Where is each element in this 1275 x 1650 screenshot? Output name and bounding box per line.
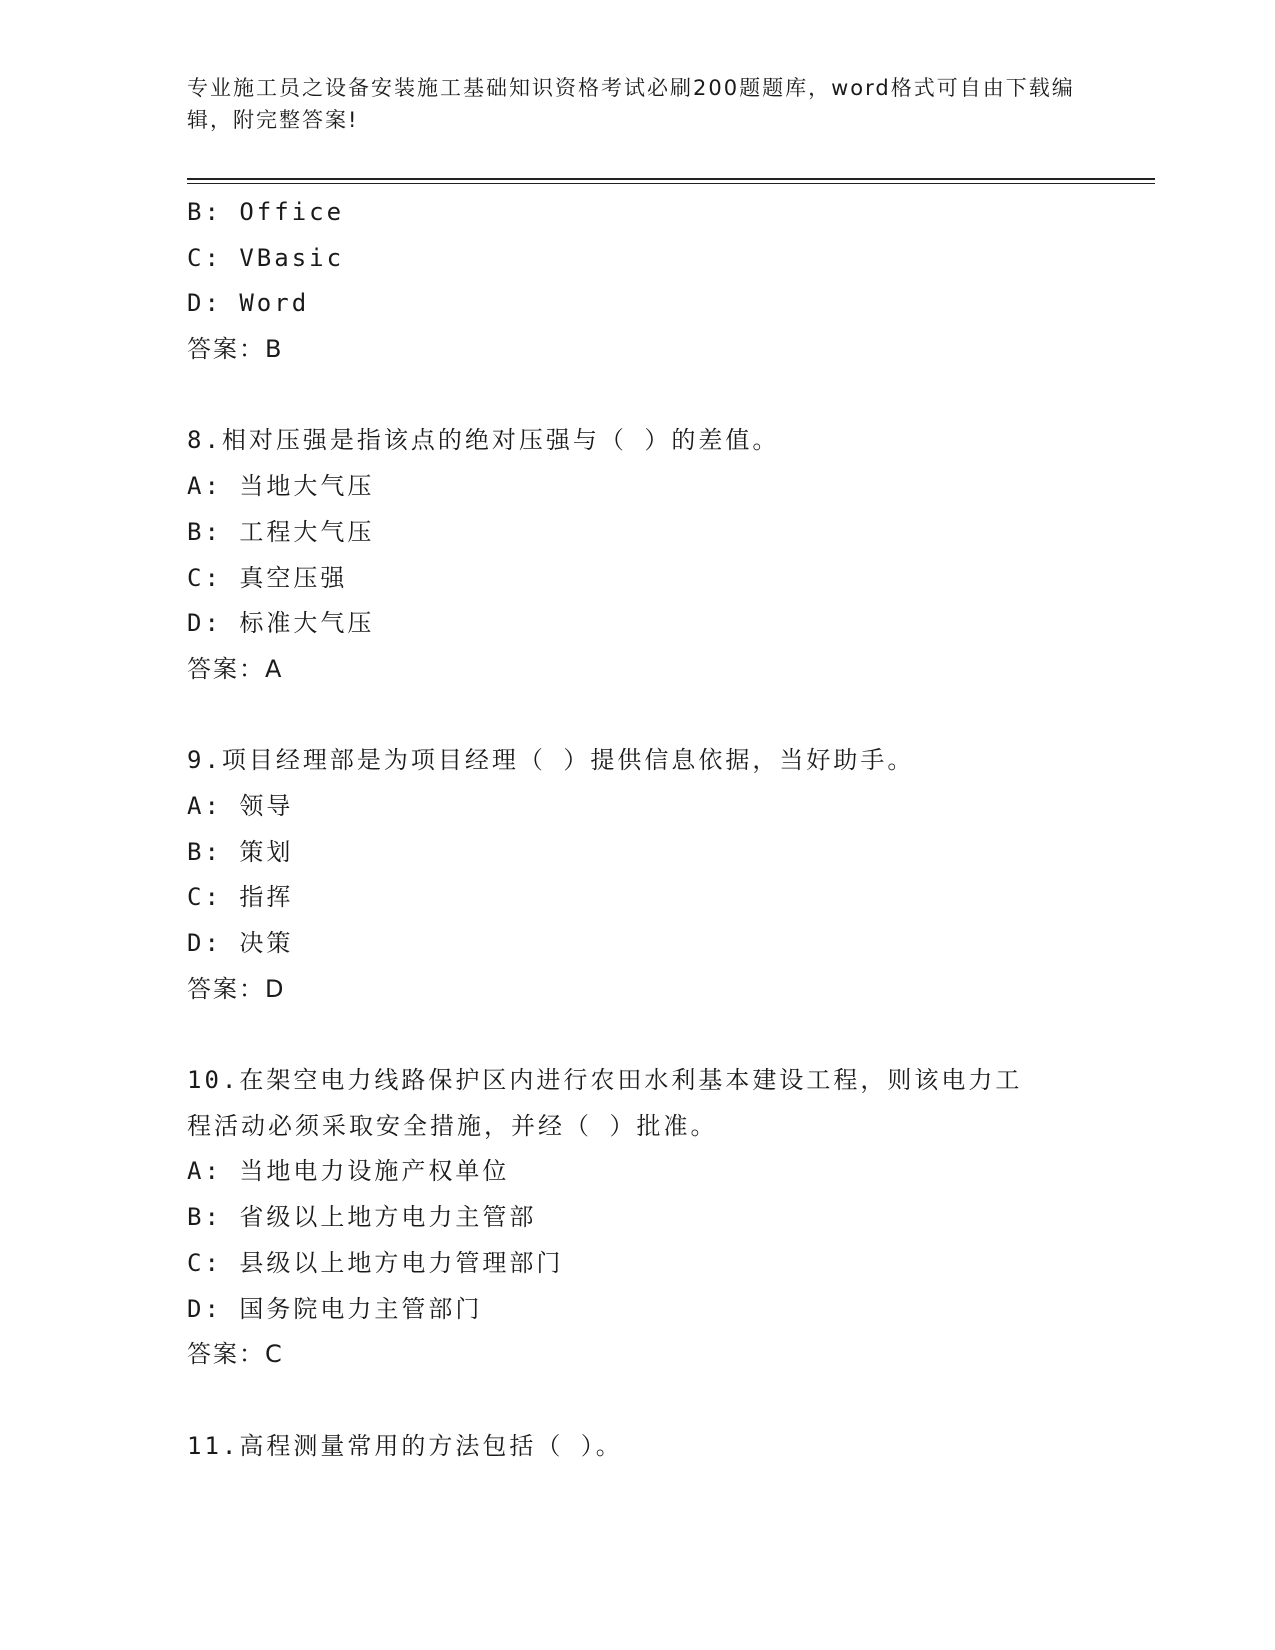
answer-line: 答案：A [187, 654, 284, 683]
option-line: A: 当地大气压 [187, 472, 375, 501]
option-line: A: 领导 [187, 791, 294, 820]
option-line: B: 策划 [187, 837, 294, 866]
question-stem: 11.高程测量常用的方法包括（ ）。 [187, 1431, 623, 1460]
option-line: D: Word [187, 289, 310, 318]
option-line: D: 决策 [187, 929, 294, 957]
option-line: D: 国务院电力主管部门 [187, 1294, 483, 1323]
question-stem: 9.项目经理部是为项目经理（ ）提供信息依据，当好助手。 [187, 746, 915, 775]
header-rule-thin [187, 183, 1155, 184]
option-line: B: 省级以上地方电力主管部 [187, 1203, 537, 1232]
option-line: D: 标准大气压 [187, 609, 375, 638]
option-line: C: VBasic [187, 243, 345, 272]
answer-line: 答案：C [187, 1340, 284, 1369]
option-line: A: 当地电力设施产权单位 [187, 1157, 510, 1186]
answer-line: 答案：B [187, 335, 284, 364]
option-line: B: Office [187, 198, 345, 226]
option-line: C: 真空压强 [187, 563, 348, 592]
answer-line: 答案：D [187, 974, 286, 1003]
question-list [187, 190, 1155, 1469]
document-header: 专业施工员之设备安装施工基础知识资格考试必刷200题题库，word格式可自由下载编辑，附完整答案! [187, 76, 1075, 132]
option-line: C: 指挥 [187, 883, 294, 912]
question-stem: 10.在架空电力线路保护区内进行农田水利基本建设工程，则该电力工 [187, 1066, 1023, 1095]
question-stem-continued: 程活动必须采取安全措施，并经（ ）批准。 [187, 1111, 718, 1140]
option-line: B: 工程大气压 [187, 517, 375, 546]
option-line: C: 县级以上地方电力管理部门 [187, 1248, 564, 1277]
question-stem: 8.相对压强是指该点的绝对压强与（ ）的差值。 [187, 426, 780, 455]
header-rule-thick [187, 178, 1155, 180]
